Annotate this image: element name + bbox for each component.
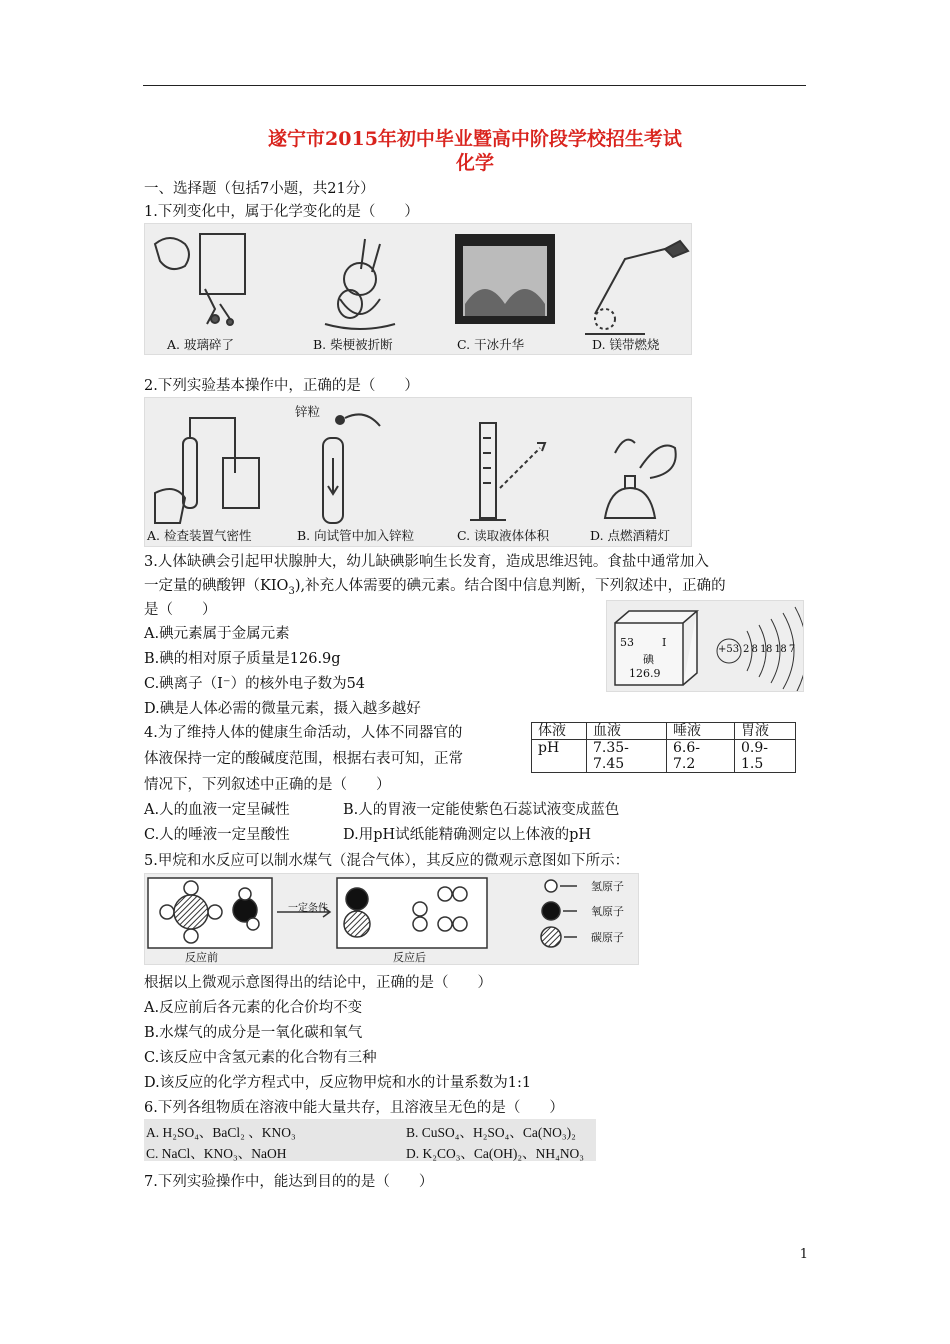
- section-heading: 一、选择题（包括7小题，共21分）: [144, 181, 375, 197]
- legend-oxygen: 氧原子: [591, 905, 624, 918]
- q3-option-b: B.碘的相对原子质量是126.9g: [144, 651, 341, 667]
- q1-caption-d: D. 镁带燃烧: [592, 337, 660, 352]
- q4-stem-line1: 4.为了维持人体的健康生命活动，人体不同器官的: [144, 725, 463, 741]
- q3-option-d: D.碘是人体必需的微量元素，摄入越多越好: [144, 701, 421, 717]
- q5-molecule-figure: [144, 873, 639, 965]
- q3-option-c: C.碘离子（I⁻）的核外电子数为54: [144, 676, 366, 692]
- header-rule: [143, 85, 806, 86]
- q5-option-b: B.水煤气的成分是一氧化碳和氧气: [144, 1025, 363, 1041]
- q2-figure: [144, 397, 692, 547]
- q5-option-a: A.反应前后各元素的化合价均不变: [144, 1000, 363, 1016]
- element-number: 53: [620, 636, 634, 649]
- q4-option-a: A.人的血液一定呈碱性: [144, 802, 290, 818]
- element-symbol: I: [662, 636, 667, 649]
- q6-option-b: B. CuSO₄、H₂SO₄、Ca(NO₃)₂: [406, 1125, 576, 1140]
- before-label: 反应前: [185, 951, 218, 964]
- after-label: 反应后: [393, 951, 426, 964]
- q1-caption-a: A. 玻璃碎了: [167, 337, 234, 352]
- broken-glass-icon: [155, 234, 245, 325]
- magnesium-burning-icon: [585, 241, 688, 334]
- q6-options-image: [144, 1119, 596, 1161]
- q7-stem: 7.下列实验操作中，能达到目的的是（ ）: [144, 1174, 434, 1190]
- q4-option-b: B.人的胃液一定能使紫色石蕊试液变成蓝色: [343, 802, 620, 818]
- element-name: 碘: [643, 653, 654, 666]
- q1-caption-b: B. 柴梗被折断: [313, 337, 393, 352]
- q4-option-c: C.人的唾液一定呈酸性: [144, 827, 290, 843]
- legend-icons: [541, 880, 577, 947]
- q3-stem-line3: 是（ ）: [144, 602, 217, 618]
- q2-stem: 2.下列实验基本操作中，正确的是（ ）: [144, 378, 419, 394]
- legend-hydrogen: 氢原子: [591, 880, 624, 893]
- exam-subject: 化学: [455, 152, 494, 174]
- alcohol-lamp-icon: [605, 440, 676, 518]
- q5-stem: 5.甲烷和水反应可以制水煤气（混合气体），其反应的微观示意图如下所示：: [144, 853, 630, 869]
- q6-stem: 6.下列各组物质在溶液中能大量共存，且溶液呈无色的是（ ）: [144, 1100, 564, 1116]
- q6-option-c: C. NaCl、KNO₃、NaOH: [146, 1146, 287, 1161]
- dry-ice-icon: [455, 234, 555, 324]
- q4-stem-line2: 体液保持一定的酸碱度范围，根据右表可知，正常: [144, 751, 463, 767]
- q5-question: 根据以上微观示意图得出的结论中，正确的是（ ）: [144, 975, 492, 991]
- q4-option-d: D.用pH试纸能精确测定以上体液的pH: [343, 827, 592, 843]
- q2-caption-b: B. 向试管中加入锌粒: [297, 528, 415, 543]
- q3-option-a: A.碘元素属于金属元素: [144, 626, 290, 642]
- q6-option-a: A. H₂SO₄、BaCl₂ 、KNO₃: [146, 1125, 296, 1140]
- q6-option-d: D. K₂CO₃、Ca(OH)₂、NH₄NO₃: [406, 1146, 585, 1161]
- broken-stick-icon: [325, 239, 395, 329]
- element-mass: 126.9: [629, 667, 661, 680]
- page-number: 1: [799, 1247, 808, 1262]
- legend-carbon: 碳原子: [591, 931, 624, 944]
- q4-stem-line3: 情况下，下列叙述中正确的是（ ）: [144, 777, 391, 793]
- q5-option-d: D.该反应的化学方程式中，反应物甲烷和水的计量系数为1:1: [144, 1075, 532, 1091]
- ph-table: [531, 722, 796, 773]
- test-tube-zinc-icon: [323, 414, 380, 523]
- atom-shells: 2 8 18 18 7: [743, 644, 795, 655]
- q2-caption-c: C. 读取液体体积: [457, 528, 550, 543]
- airtightness-check-icon: [155, 418, 259, 523]
- exam-title: 遂宁市2015年初中毕业暨高中阶段学校招生考试: [268, 128, 682, 150]
- graduated-cylinder-icon: [470, 423, 545, 520]
- ph-table-header: 体液 血液 唾液 胃液: [532, 723, 796, 740]
- q2-illustrations: [145, 398, 691, 546]
- reaction-diagram: [145, 874, 638, 964]
- q2-caption-a: A. 检查装置气密性: [147, 528, 252, 543]
- q3-stem-line2: 一定量的碘酸钾$(KIO_3)$,补充人体需要的碘元素。结合图中信息判断，下列叙述中，正确的: [144, 578, 726, 597]
- q1-figure: [144, 223, 692, 355]
- atom-nucleus: +53: [718, 644, 740, 655]
- q5-option-c: C.该反应中含氢元素的化合物有三种: [144, 1050, 377, 1066]
- q1-caption-c: C. 干冰升华: [457, 337, 525, 352]
- ph-table-row: pH 7.35- 7.45 6.6- 7.2 0.9- 1.5: [532, 740, 796, 773]
- zinc-label: 锌粒: [295, 404, 321, 419]
- reaction-condition: 一定条件: [288, 903, 328, 914]
- q3-stem-line1: 3.人体缺碘会引起甲状腺肿大，幼儿缺碘影响生长发育，造成思维迟钝。食盐中通常加入: [144, 554, 709, 570]
- q1-stem: 1.下列变化中，属于化学变化的是（ ）: [144, 204, 419, 220]
- q2-caption-d: D. 点燃酒精灯: [590, 528, 671, 543]
- q3-iodine-figure: [606, 600, 804, 692]
